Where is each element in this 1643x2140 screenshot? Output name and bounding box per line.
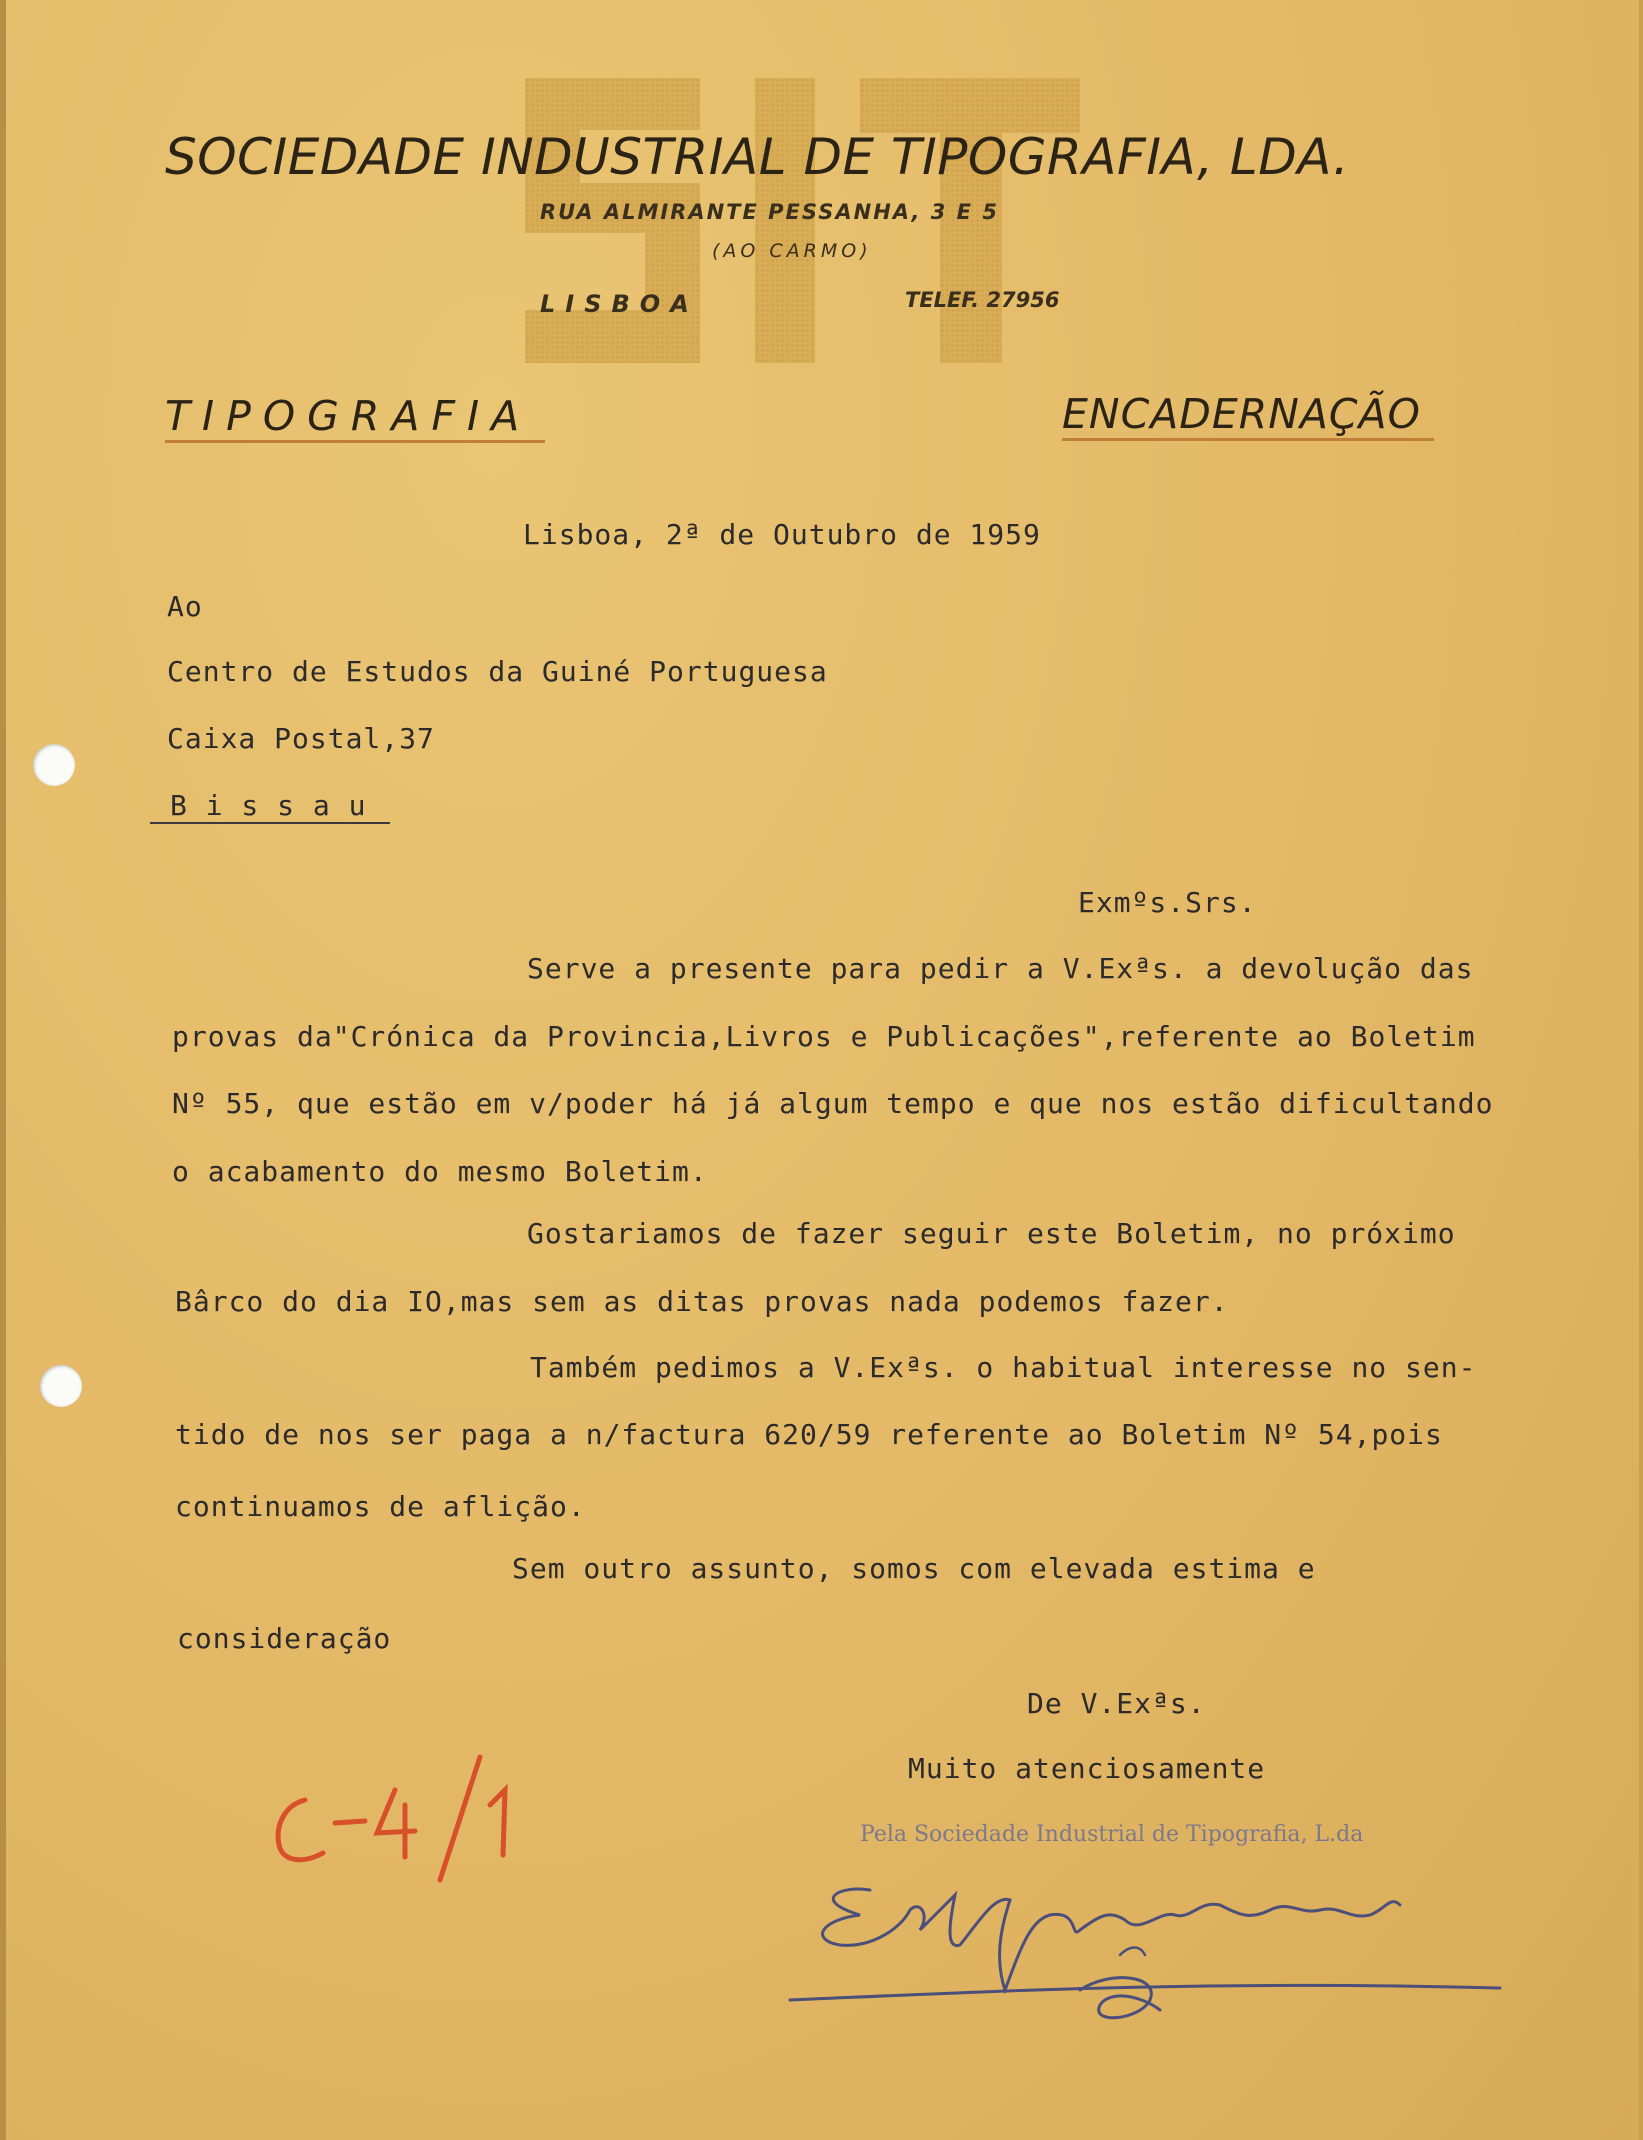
body-line-1: Serve a presente para pedir a V.Exªs. a devolução das xyxy=(527,952,1474,985)
recipient-line-3: Caixa Postal,37 xyxy=(167,722,435,755)
recipient-line-2: Centro de Estudos da Guiné Portuguesa xyxy=(167,655,828,688)
department-typography: TIPOGRAFIA xyxy=(165,392,532,440)
company-city: LISBOA xyxy=(540,290,699,318)
body-line-8: tido de nos ser paga a n/factura 620/59 referente ao Boletim Nº 54,pois xyxy=(175,1418,1443,1451)
punch-hole-top xyxy=(33,744,75,786)
company-district: (AO CARMO) xyxy=(712,240,872,262)
handwritten-signature xyxy=(780,1860,1540,2050)
recipient-line-4: B i s s a u xyxy=(170,789,367,822)
company-name: SOCIEDADE INDUSTRIAL DE TIPOGRAFIA, LDA. xyxy=(165,128,1350,186)
paper-edge-left xyxy=(0,0,6,2140)
body-line-10: Sem outro assunto, somos com elevada estima e xyxy=(512,1552,1316,1585)
letter-date: Lisboa, 2ª de Outubro de 1959 xyxy=(523,518,1041,551)
body-line-5: Gostariamos de fazer seguir este Boletim, no próximo xyxy=(527,1217,1456,1250)
recipient-line-1: Ao xyxy=(167,590,203,623)
closing-line-1: De V.Exªs. xyxy=(1027,1687,1206,1720)
body-line-2: provas da"Crónica da Provincia,Livros e Publicações",referente ao Boletim xyxy=(172,1020,1476,1053)
body-line-9: continuamos de aflição. xyxy=(175,1490,586,1523)
department-binding-rule xyxy=(1062,438,1434,441)
salutation: Exmºs.Srs. xyxy=(1078,886,1257,919)
department-typography-rule xyxy=(165,440,545,443)
handwritten-reference-mark xyxy=(265,1745,535,1885)
closing-line-2: Muito atenciosamente xyxy=(908,1752,1266,1785)
company-phone: TELEF. 27956 xyxy=(905,288,1060,312)
recipient-underline xyxy=(150,822,390,824)
body-line-11: consideração xyxy=(177,1622,392,1655)
body-line-4: o acabamento do mesmo Boletim. xyxy=(172,1155,708,1188)
company-address: RUA ALMIRANTE PESSANHA, 3 E 5 xyxy=(540,200,999,224)
body-line-7: Também pedimos a V.Exªs. o habitual interesse no sen- xyxy=(530,1351,1477,1384)
company-stamp: Pela Sociedade Industrial de Tipografia, L.da xyxy=(860,1822,1364,1847)
paper-edge-right xyxy=(1639,0,1643,2140)
body-line-6: Bârco do dia IO,mas sem as ditas provas nada podemos fazer. xyxy=(175,1285,1229,1318)
punch-hole-bottom xyxy=(40,1365,82,1407)
department-binding: ENCADERNAÇÃO xyxy=(1062,390,1421,438)
body-line-3: Nº 55, que estão em v/poder há já algum tempo e que nos estão dificultando xyxy=(172,1087,1494,1120)
